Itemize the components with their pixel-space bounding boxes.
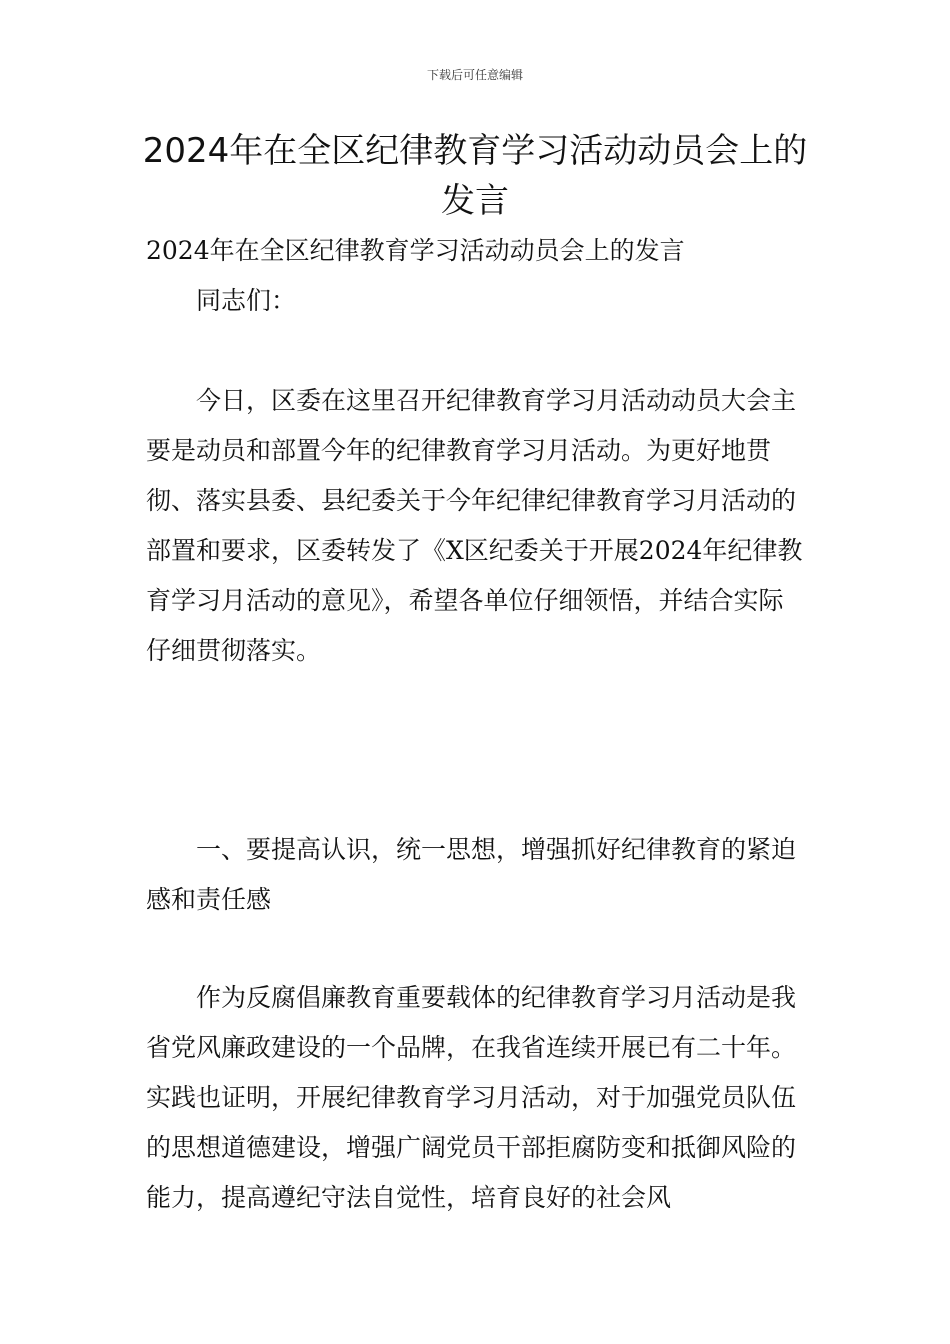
document-title: 2024年在全区纪律教育学习活动动员会上的发言: [142, 131, 808, 221]
document-subtitle: 2024年在全区纪律教育学习活动动员会上的发言: [146, 236, 685, 265]
header-note: 下载后可任意编辑: [426, 68, 523, 82]
paragraph-intro: 今日，区委在这里召开纪律教育学习月活动动员大会主要是动员和部置今年的纪律教育学习月活动。为更好地贯彻、落实县委、县纪委关于今年纪律纪律教育学习月活动的部置和要求，区委转发了《X区纪委关于开展2024年纪律教育学习月活动的意见》，希望各单位仔细领悟，并结合实际仔细贯彻落实。: [146, 386, 803, 665]
salutation: 同志们：: [196, 286, 297, 315]
paragraph-section-1: 作为反腐倡廉教育重要载体的纪律教育学习月活动是我省党风廉政建设的一个品牌，在我省连续开展已有二十年。实践也证明，开展纪律教育学习月活动，对于加强党员队伍的思想道德建设，增强广阔党员干部拒腐防变和抵御风险的能力，提高遵纪守法自觉性，培育良好的社会风: [146, 983, 797, 1212]
section-heading-1: 一、要提高认识，统一思想，增强抓好纪律教育的紧迫感和责任感: [146, 835, 797, 914]
